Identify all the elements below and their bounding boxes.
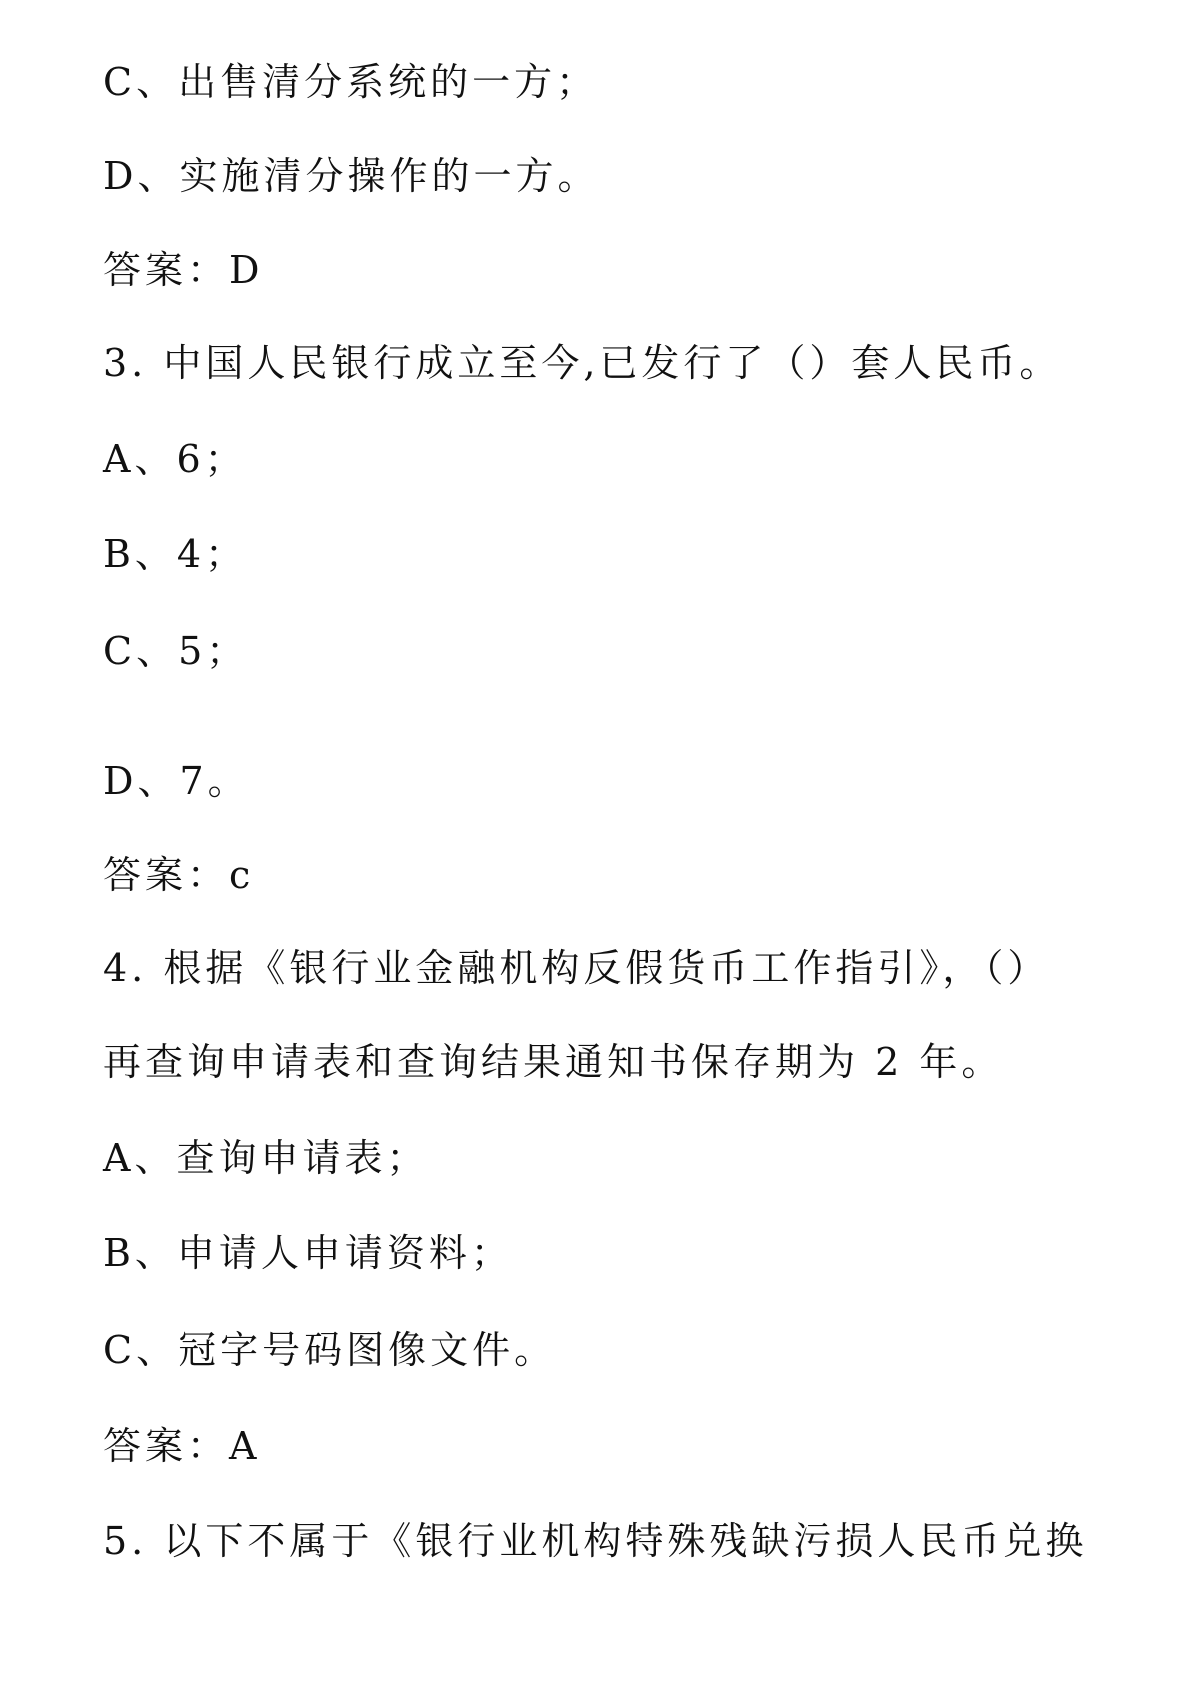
question-4-line-1: 4. 根据《银行业金融机构反假货币工作指引》，（） xyxy=(103,946,1050,990)
option-c-q2: C、出售清分系统的一方； xyxy=(103,60,599,104)
option-a-q3: A、6； xyxy=(103,437,247,481)
question-4-line-2: 再查询申请表和查询结果通知书保存期为 2 年。 xyxy=(103,1040,1004,1084)
option-c-q3: C、5； xyxy=(103,629,249,673)
answer-q3: 答案：c xyxy=(103,853,255,897)
option-b-q3: B、4； xyxy=(103,532,248,576)
answer-q4: 答案：A xyxy=(103,1424,261,1468)
option-c-q4: C、冠字号码图像文件。 xyxy=(103,1328,557,1372)
option-d-q3: D、7。 xyxy=(103,759,250,803)
question-3: 3. 中国人民银行成立至今,已发行了（）套人民币。 xyxy=(103,341,1062,385)
question-5-line-1: 5. 以下不属于《银行业机构特殊残缺污损人民币兑换 xyxy=(103,1519,1088,1563)
option-a-q4: A、查询申请表； xyxy=(103,1136,429,1180)
option-b-q4: B、申请人申请资料； xyxy=(103,1231,513,1275)
option-d-q2: D、实施清分操作的一方。 xyxy=(103,154,600,198)
answer-q2: 答案：D xyxy=(103,248,264,292)
